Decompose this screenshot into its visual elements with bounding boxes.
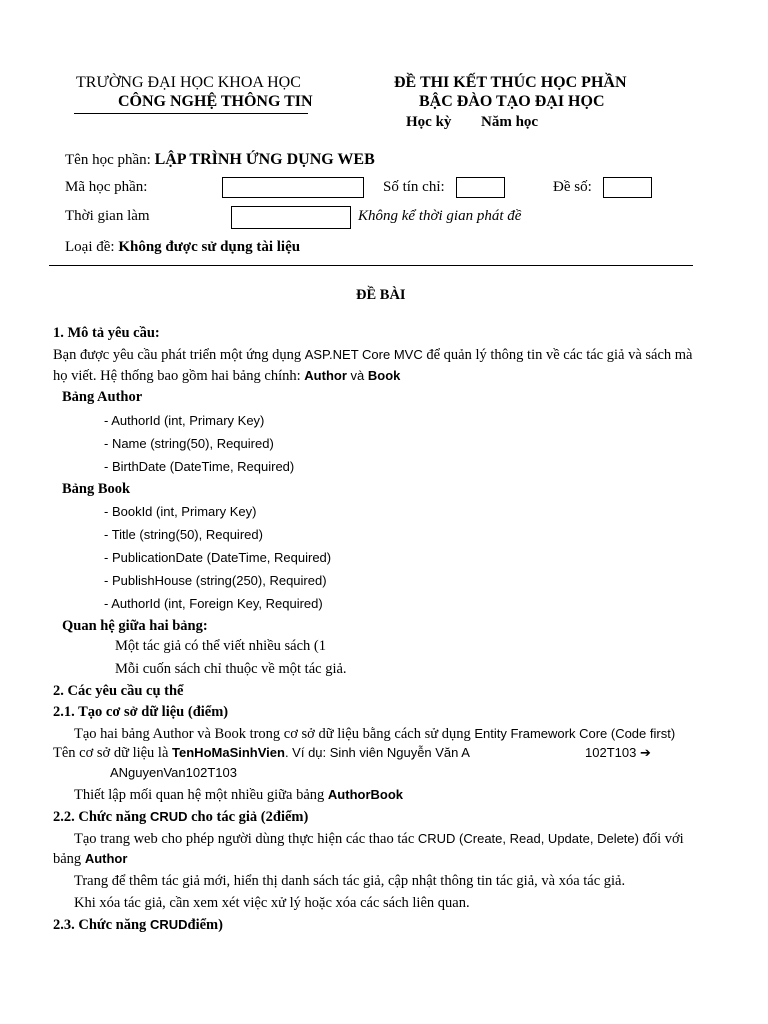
duration-note: Không kể thời gian phát đề — [358, 208, 522, 224]
intro-text: Bạn được yêu cầu phát triển một ứng dụng — [53, 347, 302, 363]
author-field: - Name (string(50), Required) — [104, 436, 274, 451]
credits-label: Số tín chỉ: — [383, 179, 445, 195]
section-2-1-para1 — [74, 726, 675, 743]
heading-text: 2.2. Chức năng — [53, 809, 147, 825]
section-2-1-heading — [53, 704, 228, 721]
exam-type-value: Không được sử dụng tài liệu — [118, 239, 301, 255]
credits-field[interactable] — [456, 177, 505, 198]
book-table-ref: Book — [370, 787, 404, 802]
author-table-heading: Bảng Author — [62, 389, 143, 405]
book-field: - PublicationDate (DateTime, Required) — [104, 550, 332, 565]
relationship-line: Một tác giả có thể viết nhiều sách (1 — [115, 638, 326, 654]
year-label: Năm học — [481, 114, 539, 130]
exam-number-label: Đề số: — [553, 179, 592, 195]
intro-tech-name: ASP.NET Core MVC — [304, 347, 423, 362]
section-2-1-para3 — [74, 787, 403, 804]
heading-points: điểm) — [187, 917, 223, 933]
duration-label: Thời gian làm — [65, 208, 150, 224]
right-arrow-icon: ➔ — [639, 746, 651, 761]
heading-points: điểm) — [192, 704, 229, 720]
intro-text: để quản lý thông tin về các tác giả và sách mà — [426, 347, 693, 363]
heading-text: cho tác giả (2 — [191, 809, 273, 825]
book-field: - PublishHouse (string(250), Required) — [104, 573, 327, 588]
exam-type-row — [65, 239, 300, 256]
course-name-row — [65, 151, 375, 169]
section-1-intro-line1 — [53, 347, 693, 364]
author-table-ref: Author — [327, 787, 371, 802]
para-text: bảng — [53, 851, 82, 867]
book-table-heading: Bảng Book — [62, 481, 131, 497]
section-2-3-heading — [53, 917, 223, 934]
exam-type-label: Loại đề: — [65, 239, 115, 255]
assignment-title: ĐỀ BÀI — [356, 287, 406, 303]
heading-crud: CRUD — [149, 809, 188, 824]
section-2-2-para2 — [53, 851, 127, 868]
school-name-line2: CÔNG NGHỆ THÔNG TIN — [118, 93, 313, 110]
para-text: đối với — [642, 831, 684, 847]
intro-text: và — [350, 368, 365, 383]
course-name-value: LẬP TRÌNH ỨNG DỤNG WEB — [154, 151, 375, 168]
intro-author-table: Author — [304, 368, 347, 383]
section-2-2-heading — [53, 809, 308, 826]
intro-text: họ viết. Hệ thống bao gồm hai bảng chính: — [53, 368, 301, 384]
crud-mention: CRUD (Create, Read, Update, Delete) — [417, 831, 639, 846]
heading-points: điểm) — [272, 809, 309, 825]
training-level: BẬC ĐÀO TẠO ĐẠI HỌC — [419, 93, 605, 110]
intro-book-table: Book — [367, 368, 401, 383]
exam-number-field[interactable] — [603, 177, 652, 198]
section-2-2-para3: Trang để thêm tác giả mới, hiển thị danh sách tác giả, cập nhật thông tin tác giả, và xóa tác giả. — [74, 873, 626, 889]
heading-text: 2.3. Chức năng — [53, 917, 147, 933]
section-1-heading: 1. Mô tả yêu cầu: — [53, 325, 160, 341]
para-text: Tên cơ sở dữ liệu là — [53, 745, 169, 761]
student-code: 102T103 — [585, 745, 637, 760]
school-name-underline — [74, 113, 308, 114]
para-text: . Ví dụ: Sinh viên Nguyễn Văn A — [284, 745, 470, 760]
example-student-code — [585, 745, 651, 761]
author-table-ref: Author — [84, 851, 128, 866]
semester-label: Học kỳ — [406, 114, 452, 130]
section-2-1-para2 — [53, 745, 470, 762]
para-text: Tạo hai bảng Author và Book trong cơ sở dữ liệu bằng cách sử dụng — [74, 726, 471, 742]
heading-crud: CRUD — [149, 917, 188, 932]
course-name-label: Tên học phần: — [65, 152, 151, 168]
para-text: Thiết lập mối quan hệ một nhiều giữa bảng — [74, 787, 325, 803]
author-field: - BirthDate (DateTime, Required) — [104, 459, 295, 474]
book-field: - AuthorId (int, Foreign Key, Required) — [104, 596, 323, 611]
section-2-2-para4: Khi xóa tác giả, cần xem xét việc xử lý hoặc xóa các sách liên quan. — [74, 895, 470, 911]
course-code-label: Mã học phần: — [65, 179, 148, 195]
duration-field[interactable] — [231, 206, 351, 229]
header-divider — [49, 265, 693, 266]
relationship-heading: Quan hệ giữa hai bảng: — [62, 618, 208, 634]
course-code-field[interactable] — [222, 177, 364, 198]
book-field: - BookId (int, Primary Key) — [104, 504, 257, 519]
section-2-heading: 2. Các yêu cầu cụ thể — [53, 683, 184, 699]
book-field: - Title (string(50), Required) — [104, 527, 263, 542]
relationship-line: Mỗi cuốn sách chỉ thuộc về một tác giả. — [115, 661, 347, 677]
author-field: - AuthorId (int, Primary Key) — [104, 413, 265, 428]
school-name-line1: TRƯỜNG ĐẠI HỌC KHOA HỌC — [76, 74, 301, 91]
example-db-name: ANguyenVan102T103 — [110, 765, 237, 780]
section-2-2-para1 — [74, 831, 684, 848]
ef-core-mention: Entity Framework Core (Code first) — [474, 726, 676, 741]
section-1-intro-line2 — [53, 368, 400, 385]
heading-text: 2.1. Tạo cơ sở dữ liệu ( — [53, 704, 193, 720]
exam-title: ĐỀ THI KẾT THÚC HỌC PHẦN — [394, 74, 627, 91]
db-name-pattern: TenHoMaSinhVien — [172, 745, 285, 760]
para-text: Tạo trang web cho phép người dùng thực hiện các thao tác — [74, 831, 415, 847]
